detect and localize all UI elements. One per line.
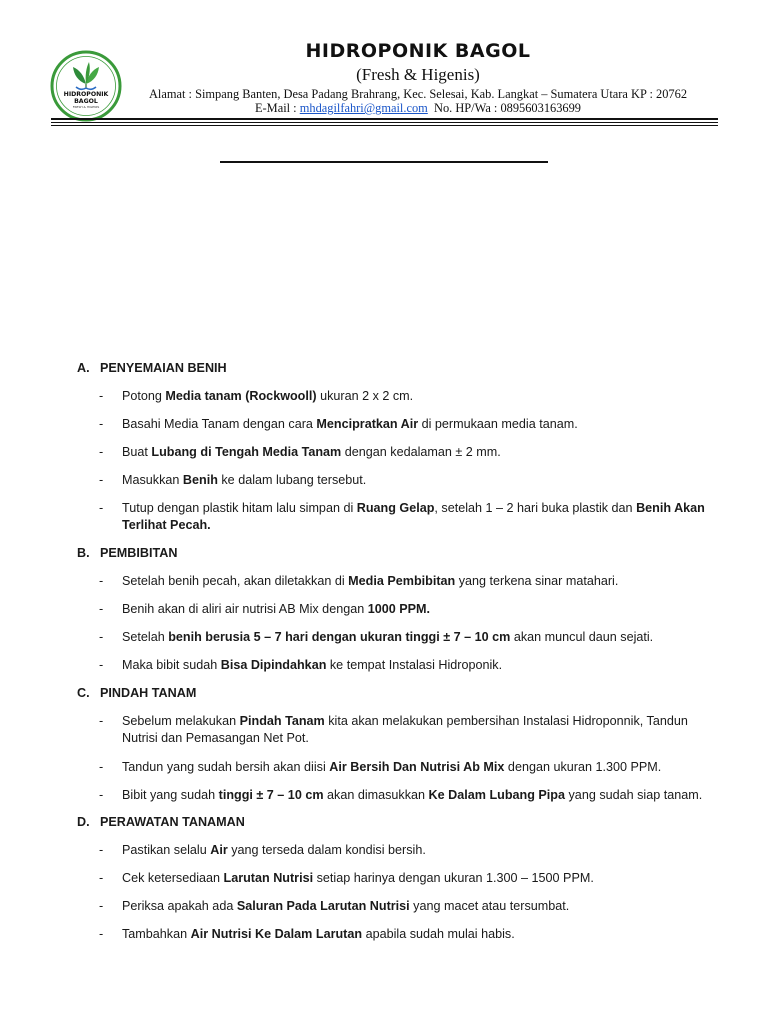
section-letter: B. [77, 546, 90, 560]
list-item [99, 472, 719, 489]
header-rule [51, 122, 718, 123]
bullet-dash: - [99, 630, 104, 644]
bullet-dash: - [99, 473, 104, 487]
list-item [99, 629, 719, 646]
phone-number: No. HP/Wa : 0895603163699 [434, 101, 581, 115]
company-subtitle: (Fresh & Higenis) [356, 65, 480, 84]
list-item-text: Buat Lubang di Tengah Media Tanam dengan kedalaman ± 2 mm. [122, 445, 501, 459]
company-title: HIDROPONIK BAGOL [305, 40, 531, 62]
bullet-dash: - [99, 602, 104, 616]
section-title: PEMBIBITAN [100, 546, 178, 560]
list-item-text: Benih akan di aliri air nutrisi AB Mix dengan 1000 PPM. [122, 602, 431, 616]
bullet-dash: - [99, 574, 104, 588]
list-item-text: Tutup dengan plastik hitam lalu simpan di Ruang Gelap, setelah 1 – 2 hari buka plastik dan Benih Akan Terlihat Pecah. [122, 501, 705, 532]
section-heading [77, 361, 227, 375]
bullet-dash: - [99, 658, 104, 672]
section-title: PINDAH TANAM [100, 686, 197, 700]
list-item-text: Tandun yang sudah bersih akan diisi Air Bersih Dan Nutrisi Ab Mix dengan ukuran 1.300 PPM. [122, 760, 662, 774]
logo-text-top: HIDROPONIK [63, 91, 109, 98]
list-item [99, 926, 719, 943]
list-item-text: Setelah benih pecah, akan diletakkan di Media Pembibitan yang terkena sinar matahari. [122, 574, 619, 588]
list-item-text: Potong Media tanam (Rockwooll) ukuran 2 x 2 cm. [122, 389, 414, 403]
bullet-dash: - [99, 417, 104, 431]
email-label: E-Mail : [254, 101, 297, 115]
bullet-dash: - [99, 445, 104, 459]
list-item [99, 657, 719, 674]
list-item-text: Sebelum melakukan Pindah Tanam kita akan melakukan pembersihan Instalasi Hidroponnik, Tandun Nutrisi dan Pemasangan Net Pot. [122, 714, 688, 745]
bullet-dash: - [99, 760, 104, 774]
bullet-dash: - [99, 501, 104, 515]
logo-text-bottom: BAGOL [74, 98, 98, 105]
list-item-text: Masukkan Benih ke dalam lubang tersebut. [122, 473, 367, 487]
bullet-dash: - [99, 899, 104, 913]
bullet-dash: - [99, 389, 104, 403]
section-heading [77, 815, 245, 829]
section-letter: D. [77, 815, 90, 829]
list-item-text: Tambahkan Air Nutrisi Ke Dalam Larutan apabila sudah mulai habis. [122, 927, 515, 941]
section-heading [77, 686, 196, 700]
email-link[interactable]: mhdagilfahri@gmail.com [299, 101, 428, 115]
section-heading [77, 546, 177, 560]
bullet-dash: - [99, 843, 104, 857]
list-item [99, 898, 719, 915]
contact-line [0, 101, 768, 116]
list-item-text: Cek ketersediaan Larutan Nutrisi setiap harinya dengan ukuran 1.300 – 1500 PPM. [122, 871, 594, 885]
list-item [99, 573, 719, 590]
list-item-text: Bibit yang sudah tinggi ± 7 – 10 cm akan dimasukkan Ke Dalam Lubang Pipa yang sudah siap tanam. [122, 788, 703, 802]
list-item [99, 713, 719, 747]
list-item [99, 870, 719, 887]
list-item-text: Pastikan selalu Air yang terseda dalam kondisi bersih. [122, 843, 426, 857]
company-address: Alamat : Simpang Banten, Desa Padang Brahrang, Kec. Selesai, Kab. Langkat – Sumatera Utara KP : 20762 [148, 87, 688, 101]
list-item-text: Setelah benih berusia 5 – 7 hari dengan ukuran tinggi ± 7 – 10 cm akan muncul daun sejati. [122, 630, 654, 644]
header-rule [51, 125, 718, 126]
section-letter: A. [77, 361, 90, 375]
list-item [99, 601, 719, 618]
list-item [99, 416, 719, 433]
section-title: PENYEMAIAN BENIH [100, 361, 227, 375]
list-item [99, 759, 719, 776]
logo-tagline: FRESH & HIGENIS [72, 105, 100, 109]
header-rule [51, 118, 718, 120]
section-letter: C. [77, 686, 90, 700]
list-item [99, 388, 719, 405]
section-title: PERAWATAN TANAMAN [100, 815, 245, 829]
list-item [99, 787, 719, 804]
list-item-text: Maka bibit sudah Bisa Dipindahkan ke tempat Instalasi Hidroponik. [122, 658, 503, 672]
bullet-dash: - [99, 871, 104, 885]
list-item-text: Periksa apakah ada Saluran Pada Larutan Nutrisi yang macet atau tersumbat. [122, 899, 570, 913]
list-item [99, 842, 719, 859]
list-item [99, 500, 719, 534]
list-item-text: Basahi Media Tanam dengan cara Mencipratkan Air di permukaan media tanam. [122, 417, 578, 431]
bullet-dash: - [99, 714, 104, 728]
document-title-line [220, 161, 548, 163]
bullet-dash: - [99, 927, 104, 941]
list-item [99, 444, 719, 461]
bullet-dash: - [99, 788, 104, 802]
